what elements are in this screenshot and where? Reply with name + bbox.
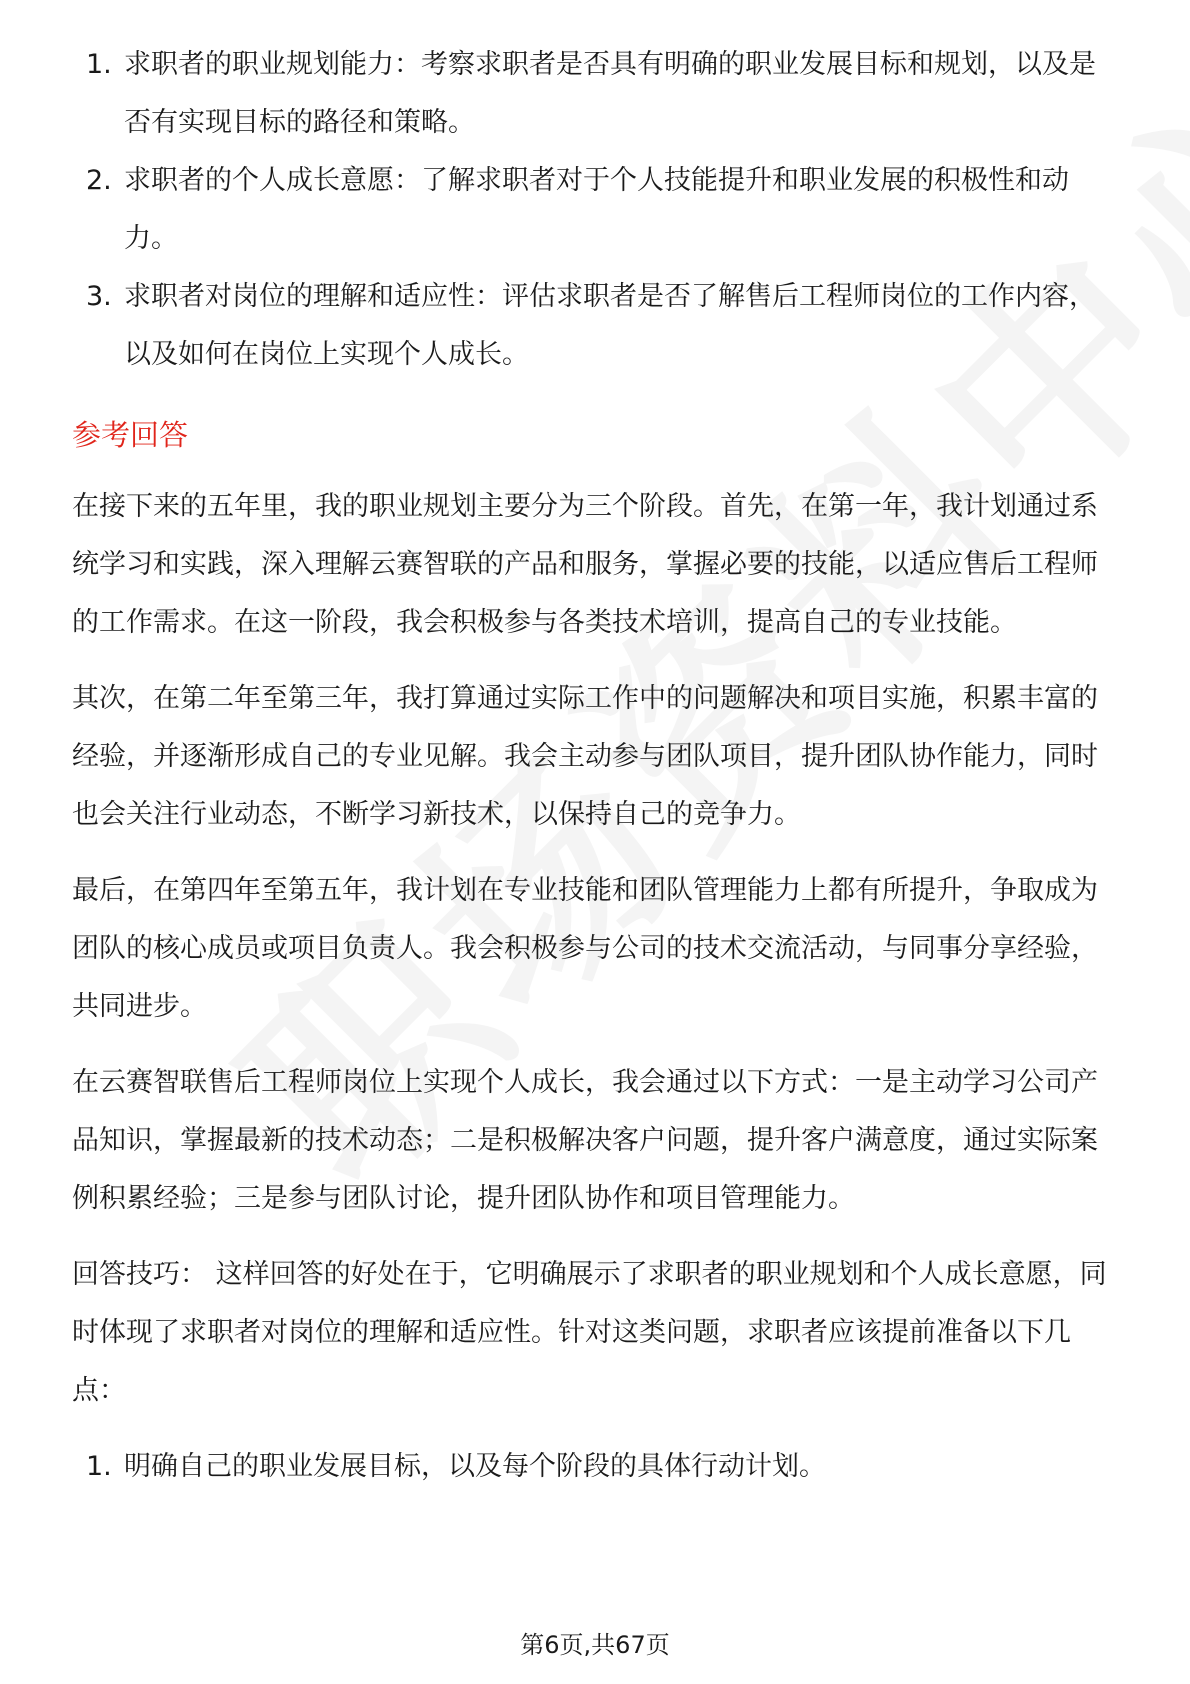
list-item (72, 268, 1118, 384)
answer-paragraph: 最后，在第四年至第五年，我计划在专业技能和团队管理能力上都有所提升，争取成为团队的核心成员或项目负责人。我会积极参与公司的技术交流活动，与同事分享经验，共同进步。 (72, 875, 1098, 1022)
list-item-text: 求职者的个人成长意愿：了解求职者对于个人技能提升和职业发展的积极性和动力。 (124, 165, 1069, 254)
page-number: 第6页,共67页 (520, 1631, 670, 1659)
section-heading: 参考回答 (72, 418, 189, 452)
list-item-text: 求职者对岗位的理解和适应性：评估求职者是否了解售后工程师岗位的工作内容，以及如何在岗位上实现个人成长。 (124, 281, 1096, 370)
evaluation-points-list (72, 36, 1118, 384)
list-item-text: 求职者的职业规划能力：考察求职者是否具有明确的职业发展目标和规划，以及是否有实现目标的路径和策略。 (124, 49, 1096, 138)
list-item-number: 3. (86, 281, 112, 312)
tips-paragraph: 回答技巧： 这样回答的好处在于，它明确展示了求职者的职业规划和个人成长意愿，同时体现了求职者对岗位的理解和适应性。针对这类问题，求职者应该提前准备以下几点： (72, 1259, 1107, 1406)
list-item (72, 1438, 1118, 1496)
list-item-number: 2. (86, 165, 112, 196)
answer-paragraph: 其次，在第二年至第三年，我打算通过实际工作中的问题解决和项目实施，积累丰富的经验，并逐渐形成自己的专业见解。我会主动参与团队项目，提升团队协作能力，同时也会关注行业动态，不断学习新技术，以保持自己的竞争力。 (72, 683, 1098, 830)
list-item-text: 明确自己的职业发展目标，以及每个阶段的具体行动计划。 (124, 1451, 826, 1482)
list-item-number: 1. (86, 49, 112, 80)
document-page (72, 36, 1118, 1496)
list-item-number: 1. (86, 1451, 112, 1482)
answer-paragraph: 在接下来的五年里，我的职业规划主要分为三个阶段。首先，在第一年，我计划通过系统学习和实践，深入理解云赛智联的产品和服务，掌握必要的技能，以适应售后工程师的工作需求。在这一阶段，我会积极参与各类技术培训，提高自己的专业技能。 (72, 491, 1098, 638)
list-item (72, 152, 1118, 268)
answer-paragraph: 在云赛智联售后工程师岗位上实现个人成长，我会通过以下方式：一是主动学习公司产品知识，掌握最新的技术动态；二是积极解决客户问题，提升客户满意度，通过实际案例积累经验；三是参与团队讨论，提升团队协作和项目管理能力。 (72, 1067, 1098, 1214)
list-item (72, 36, 1118, 152)
preparation-list (72, 1438, 1118, 1496)
